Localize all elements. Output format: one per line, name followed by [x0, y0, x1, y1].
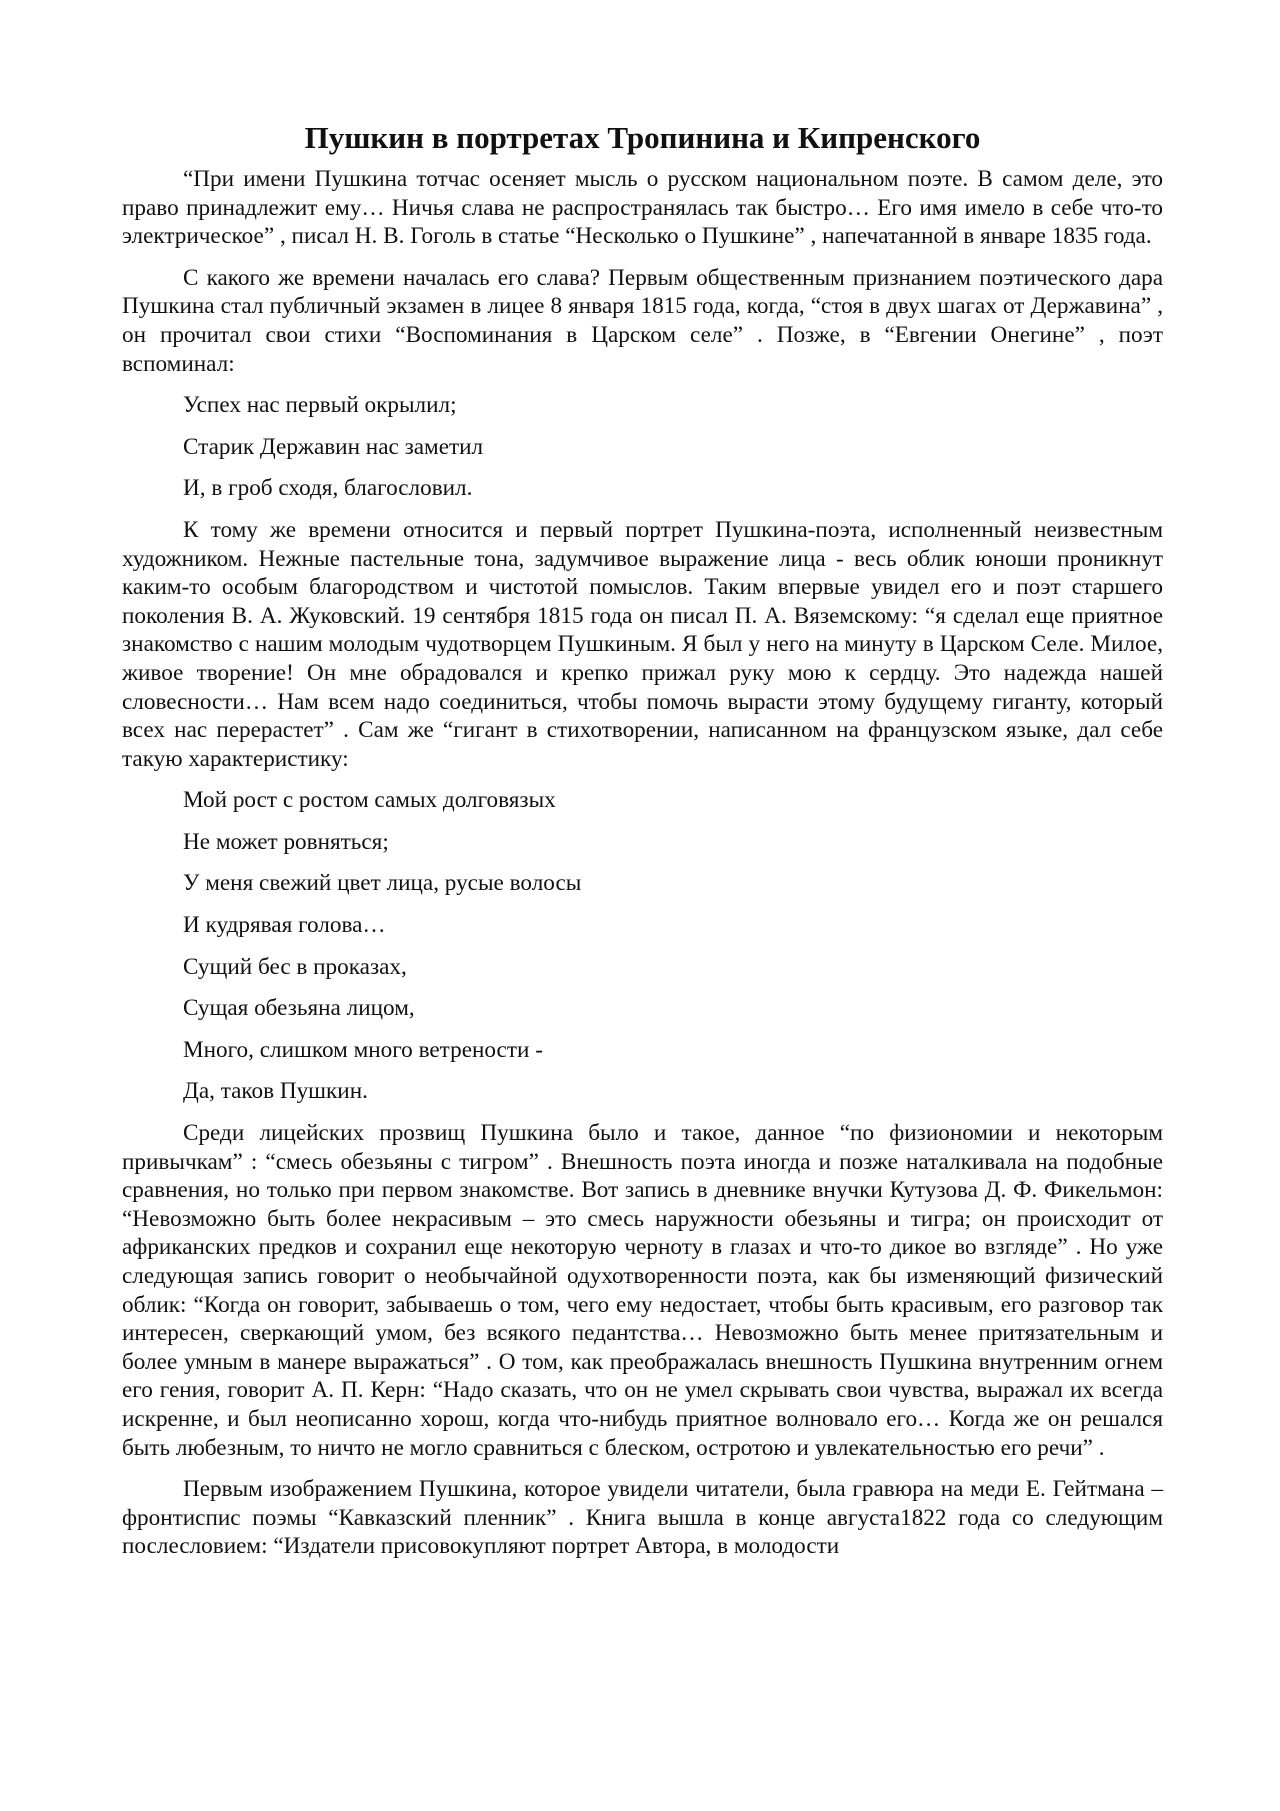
verse-line: Сущая обезьяна лицом, [183, 995, 415, 1022]
verse-line: Старик Державин нас заметил [183, 433, 484, 460]
verse-line: Да, таков Пушкин. [183, 1078, 368, 1105]
paragraph-first-engraving: Первым изображением Пушкина, которое увидели читатели, была гравюра на меди Е. Гейтмана – фронтиспис поэмы “Кавказский пленник” . Книга вышла в конце августа1822 года со следующим послесловием: “Издатели присовокупляют портрет Автора, в молодости [122, 1476, 1163, 1560]
verse-self-portrait [122, 786, 1163, 1106]
paragraph-lyceum-exam: С какого же времени началась его слава? Первым общественным признанием поэтического дара Пушкина стал публичный экзамен в лицее 8 января 1815 года, когда, “стоя в двух шагах от Державина” , он прочитал свои стихи “Воспоминания в Царском селе” . Позже, в “Евгении Онегине” , поэт вспоминал: [122, 264, 1163, 377]
verse-line: Много, слишком много ветрености - [183, 1036, 543, 1063]
paragraph-gogol-quote: “При имени Пушкина тотчас осеняет мысль о русском национальном поэте. В самом деле, это право принадлежит ему… Ничья слава не распространялась так быстро… Его имя имело в себе что-то электрическое” , писал Н. В. Гоголь в статье “Несколько о Пушкине” , напечатанной в январе 1835 года. [122, 166, 1163, 250]
verse-line: Сущий бес в проказах, [183, 953, 407, 980]
verse-line: У меня свежий цвет лица, русые волосы [183, 870, 582, 897]
verse-onegin [122, 391, 1163, 503]
verse-line: И, в гроб сходя, благословил. [183, 475, 473, 502]
verse-line: Не может ровняться; [183, 828, 389, 855]
verse-line: Успех нас первый окрылил; [183, 392, 457, 419]
document-title: Пушкин в портретах Тропинина и Кипренского [304, 120, 981, 155]
paragraph-first-portrait: К тому же времени относится и первый портрет Пушкина-поэта, исполненный неизвестным художником. Нежные пастельные тона, задумчивое выражение лица - весь облик юноши проникнут каким-то особым благородством и чистотой помыслов. Таким впервые увидел его и поэт старшего поколения В. А. Жуковский. 19 сентября 1815 года он писал П. А. Вяземскому: “я сделал еще приятное знакомство с нашим молодым чудотворцем Пушкиным. Я был у него на минуту в Царском Селе. Милое, живое творение! Он мне обрадовался и крепко прижал руку мою к сердцу. Это надежда нашей словесности… Нам всем надо соединиться, чтобы помочь вырасти этому будущему гиганту, который всех нас перерастет” . Сам же “гигант в стихотворении, написанном на французском языке, дал себе такую характеристику: [122, 516, 1163, 772]
verse-line: Мой рост с ростом самых долговязых [183, 787, 556, 814]
verse-line: И кудрявая голова… [183, 912, 386, 939]
document-page [122, 118, 1163, 1574]
paragraph-lyceum-nicknames: Среди лицейских прозвищ Пушкина было и такое, данное “по физиономии и некоторым привычкам” : “смесь обезьяны с тигром” . Внешность поэта иногда и позже наталкивала на подобные сравнения, но только при первом знакомстве. Вот запись в дневнике внучки Кутузова Д. Ф. Фикельмон: “Невозможно быть более некрасивым – это смесь наружности обезьяны и тигра; он происходит от африканских предков и сохранил еще некоторую черноту в глазах и что-то дикое во взгляде” . Но уже следующая запись говорит о необычайной одухотворенности поэта, как бы изменяющий физический облик: “Когда он говорит, забываешь о том, чего ему недостает, чтобы быть красивым, его разговор так интересен, сверкающий умом, без всякого педантства… Невозможно быть менее притязательным и более умным в манере выражаться” . О том, как преображалась внешность Пушкина внутренним огнем его гения, говорит А. П. Керн: “Надо сказать, что он не умел скрывать свои чувства, выражал их всегда искренне, и был неописанно хорош, когда что-нибудь приятное волновало его… Когда же он решался быть любезным, то ничто не могло сравниться с блеском, остротою и увлекательностью его речи” . [122, 1120, 1163, 1461]
